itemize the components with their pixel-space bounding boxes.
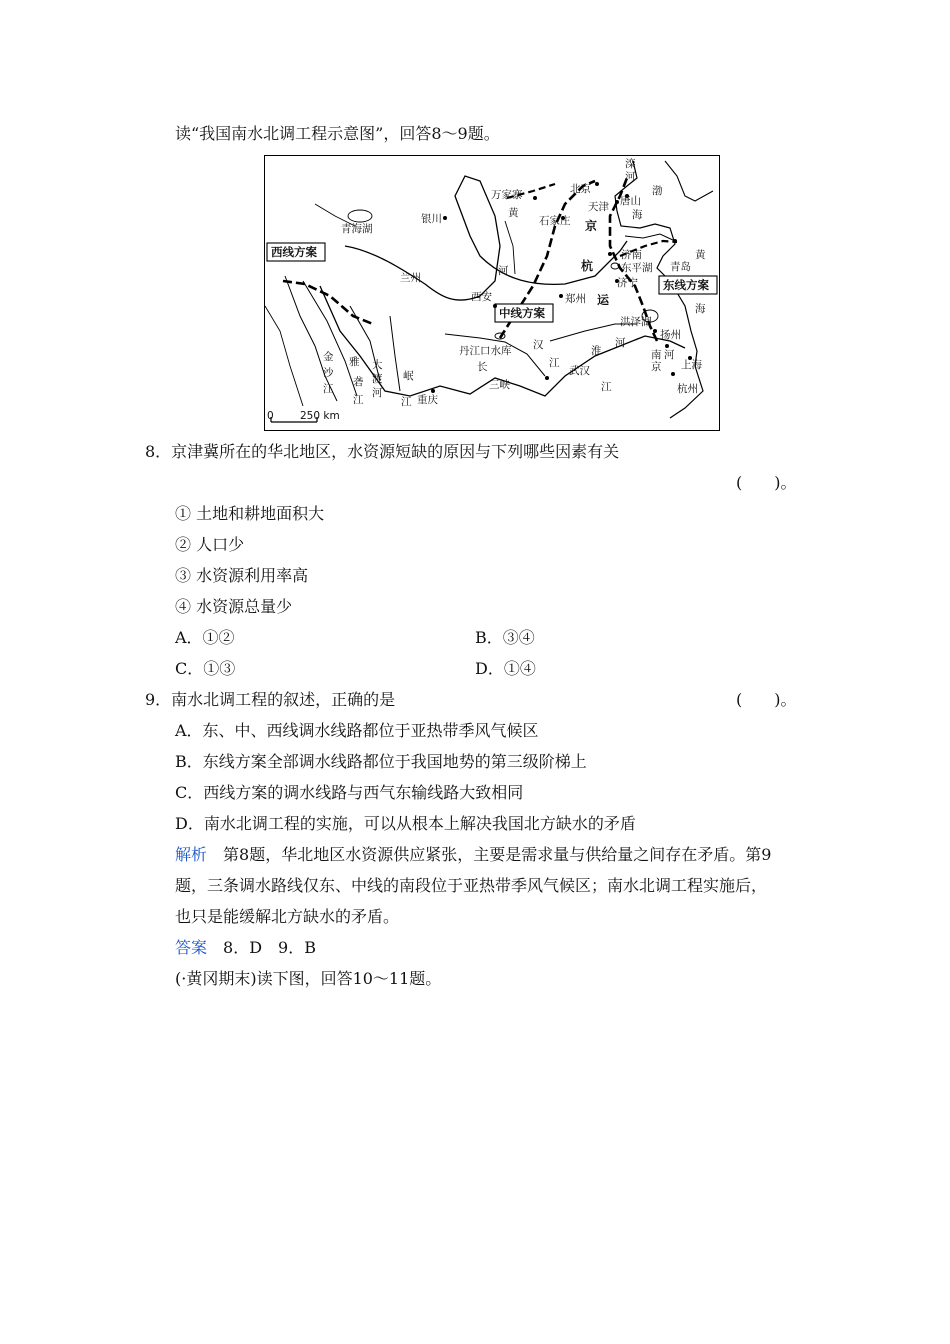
- yalong-label-2: 砻: [353, 376, 364, 388]
- dongping-lake-label: 东平湖: [621, 262, 653, 274]
- shijiazhuang-label: 石家庄: [539, 215, 571, 227]
- hang-label: 杭: [581, 259, 594, 273]
- huang-river-label: 黄: [508, 207, 519, 219]
- east-route-label: 东线方案: [663, 278, 709, 292]
- tianjin-label: 天津: [588, 201, 609, 213]
- min-river: [390, 316, 400, 391]
- q9-option-c: C．西线方案的调水线路与西气东输线路大致相同: [175, 783, 524, 802]
- west-route-label: 西线方案: [271, 245, 317, 259]
- han-river-label-2: 江: [549, 357, 560, 369]
- next-question-intro: (·黄冈期末)读下图，回答10～11题。: [175, 969, 442, 988]
- q8-stem: 8．京津冀所在的华北地区，水资源短缺的原因与下列哪些因素有关: [145, 442, 620, 461]
- q9-option-a: A．东、中、西线调水线路都位于亚热带季风气候区: [175, 721, 539, 740]
- q9-option-d: D．南水北调工程的实施，可以从根本上解决我国北方缺水的矛盾: [175, 814, 636, 833]
- shandong-peninsula: [625, 234, 675, 241]
- grand-canal-he-label: 河: [664, 349, 675, 361]
- qinghai-lake: [348, 210, 372, 222]
- scale-distance: 250 km: [300, 410, 340, 422]
- q8-item-3: ③ 水资源利用率高: [175, 566, 309, 585]
- hongze-lake-label: 洪泽湖: [620, 316, 652, 328]
- luanhe-label-2: 河: [625, 171, 636, 183]
- lanzhou-label: 兰州: [400, 272, 421, 284]
- q8-item-1: ① 土地和耕地面积大: [175, 504, 325, 523]
- scale-zero: 0: [267, 410, 274, 422]
- min-river-label-1: 岷: [403, 370, 414, 382]
- bohai-label-2: 海: [632, 209, 643, 221]
- qingdao-label: 青岛: [670, 261, 691, 273]
- chongqing-label: 重庆: [417, 394, 438, 406]
- luanhe-label-1: 滦: [625, 158, 636, 170]
- jinsha-label-1: 金: [323, 351, 334, 363]
- small-river-1: [265, 306, 303, 406]
- jing-label: 京: [585, 219, 598, 233]
- analysis-label: 解析: [175, 845, 208, 864]
- bohai-label-1: 渤: [652, 185, 663, 197]
- beijing-label: 北京: [570, 183, 591, 195]
- analysis-line-2: 题，三条调水路线仅东、中线的南段位于亚热带季风气候区；南水北调工程实施后，: [175, 876, 768, 895]
- q8-item-2: ② 人口少: [175, 535, 245, 554]
- dadu-label-2: 渡: [372, 373, 383, 385]
- yellow-river-label: 河: [498, 265, 509, 277]
- q9-bracket: ( )。: [736, 690, 797, 709]
- huai-river-label-2: 河: [615, 337, 626, 349]
- yun-label: 运: [597, 293, 610, 307]
- jinsha-label-2: 沙: [323, 367, 334, 379]
- q9-stem: 9．南水北调工程的叙述，正确的是: [145, 690, 396, 709]
- wanjiazhai-label: 万家寨: [491, 189, 523, 201]
- q8-bracket: ( )。: [736, 473, 797, 492]
- yangtze-chang-label: 长: [477, 361, 488, 373]
- jining-label: 济宁: [617, 277, 638, 289]
- yellow-sea-label-2: 海: [695, 303, 706, 315]
- south-north-water-diversion-map: [264, 155, 720, 431]
- answer-label: 答案: [175, 938, 208, 957]
- q8-choice-a: A．①②: [175, 628, 235, 647]
- analysis-line-1: [175, 844, 771, 866]
- intro-text: 读“我国南水北调工程示意图”，回答8～9题。: [175, 124, 500, 143]
- jinsha-label-3: 江: [323, 383, 334, 395]
- q8-choice-b: B．③④: [475, 628, 535, 647]
- nanjing-label-1: 南: [651, 349, 662, 361]
- sanxia-label: 三峡: [489, 379, 510, 391]
- yalong-label-3: 江: [353, 394, 364, 406]
- yangzhou-label: 扬州: [660, 329, 681, 341]
- scale-bar: [267, 410, 340, 422]
- yellow-sea-label-1: 黄: [695, 249, 706, 261]
- answer-text: 8．D 9．B: [207, 938, 316, 957]
- xian-label: 西安: [471, 291, 492, 303]
- q8-choice-d: D．①④: [475, 659, 536, 678]
- analysis-line-3: 也只是能缓解北方缺水的矛盾。: [175, 907, 400, 926]
- dadu-label-3: 河: [372, 387, 383, 399]
- jinan-label: 济南: [621, 249, 642, 261]
- yinchuan-label: 银川: [421, 213, 442, 225]
- hangzhou-label: 杭州: [677, 383, 698, 395]
- yalong-label-1: 雅: [349, 356, 360, 368]
- q9-option-b: B．东线方案全部调水线路都位于我国地势的第三级阶梯上: [175, 752, 587, 771]
- qinghai-lake-label: 青海湖: [341, 223, 373, 235]
- zhengzhou-label: 郑州: [565, 293, 586, 305]
- danjiangkou-label: 丹江口水库: [459, 345, 512, 357]
- liaodong-coast: [665, 161, 713, 201]
- wuhan-label: 武汉: [569, 365, 590, 377]
- q8-choice-c: C．①③: [175, 659, 236, 678]
- answer-line: [175, 937, 316, 959]
- q8-item-4: ④ 水资源总量少: [175, 597, 293, 616]
- nanjing-label-2: 京: [651, 361, 662, 373]
- middle-route-label: 中线方案: [499, 306, 545, 320]
- han-river-label-1: 汉: [533, 339, 544, 351]
- min-river-label-2: 江: [401, 396, 412, 408]
- tangshan-label: 唐山: [620, 195, 641, 207]
- analysis-text-1: 第8题，华北地区水资源供应紧张，主要是需求量与供给量之间存在矛盾。第9: [207, 845, 772, 864]
- dadu-label-1: 大: [372, 359, 383, 371]
- yangtze-jiang-label: 江: [601, 381, 612, 393]
- huai-river-label-1: 淮: [591, 345, 602, 357]
- shanghai-label: 上海: [681, 359, 702, 371]
